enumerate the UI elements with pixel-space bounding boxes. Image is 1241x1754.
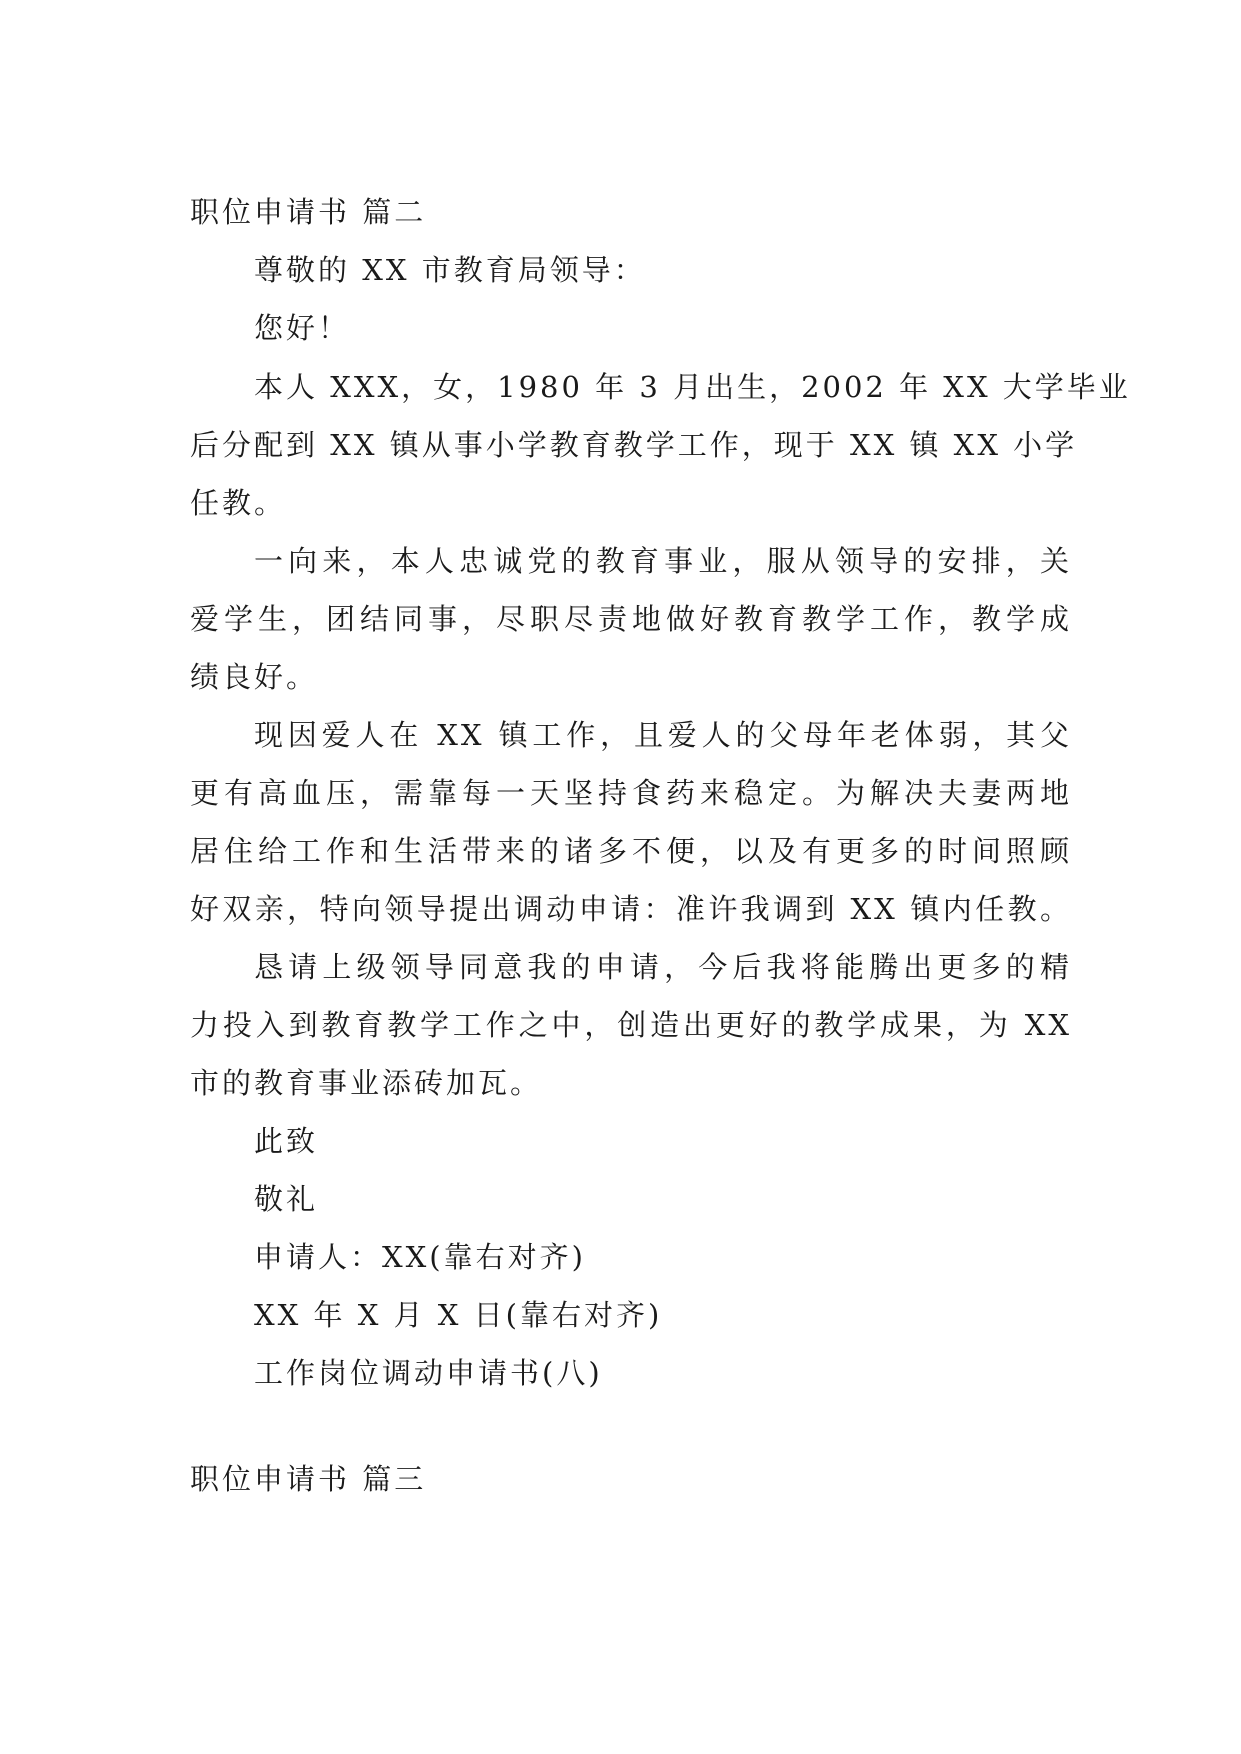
section-title: 职位申请书 篇三 — [190, 1462, 427, 1496]
section-title: 职位申请书 篇二 — [190, 195, 427, 229]
next-document-title: 工作岗位调动申请书(八) — [254, 1356, 603, 1390]
salutation: 尊敬的 XX 市教育局领导： — [254, 253, 646, 287]
paragraph-line: 任教。 — [190, 486, 287, 520]
paragraph-line: 力投入到教育教学工作之中，创造出更好的教学成果，为 XX — [190, 1008, 1072, 1042]
paragraph-line: 更有高血压，需靠每一天坚持食药来稳定。为解决夫妻两地 — [190, 776, 1072, 810]
paragraph-line: 恳请上级领导同意我的申请，今后我将能腾出更多的精 — [254, 950, 1072, 984]
paragraph-line: 一向来，本人忠诚党的教育事业，服从领导的安排，关 — [254, 544, 1072, 578]
paragraph-line: 市的教育事业添砖加瓦。 — [190, 1066, 543, 1100]
applicant-signature: 申请人：XX(靠右对齐) — [254, 1240, 586, 1274]
greeting: 您好！ — [254, 311, 351, 345]
paragraph-line: 居住给工作和生活带来的诸多不便，以及有更多的时间照顾 — [190, 834, 1072, 868]
closing-line: 敬礼 — [254, 1182, 319, 1216]
paragraph-line: 绩良好。 — [190, 660, 319, 694]
paragraph-line: 好双亲，特向领导提出调动申请：准许我调到 XX 镇内任教。 — [190, 892, 1072, 926]
closing-line: 此致 — [254, 1124, 319, 1158]
paragraph-line: 本人 XXX，女，1980 年 3 月出生，2002 年 XX 大学毕业 — [254, 370, 1131, 404]
paragraph-line: 后分配到 XX 镇从事小学教育教学工作，现于 XX 镇 XX 小学 — [190, 428, 1078, 462]
paragraph-line: 现因爱人在 XX 镇工作，且爱人的父母年老体弱，其父 — [254, 718, 1072, 752]
paragraph-line: 爱学生，团结同事，尽职尽责地做好教育教学工作，教学成 — [190, 602, 1072, 636]
date-line: XX 年 X 月 X 日(靠右对齐) — [254, 1298, 663, 1332]
